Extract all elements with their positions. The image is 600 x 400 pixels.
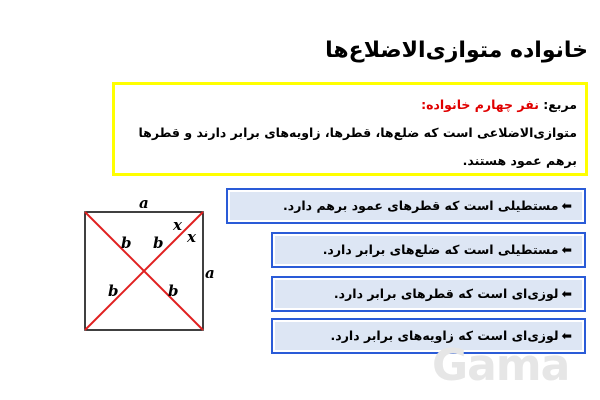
arrow-left-icon: ⬅ — [561, 198, 572, 213]
page-title: خانواده متوازی‌الاضلاع‌ها — [325, 38, 588, 63]
arrow-left-icon: ⬅ — [561, 242, 572, 257]
definition-highlight: نفر چهارم خانواده: — [421, 97, 539, 112]
definition-text: متوازی‌الاضلاعی است که ضلع‌ها، قطرها، زاویه‌های برابر دارند و قطرها برهم عمود هستند. — [138, 125, 577, 168]
label-angle-2: x — [187, 228, 196, 246]
property-text: مستطیلی است که قطرهای عمود برهم دارد. — [283, 198, 559, 213]
property-text: لوزی‌ای است که زاویه‌های برابر دارد. — [330, 328, 559, 343]
property-box-2 — [271, 232, 586, 268]
property-box-1 — [226, 188, 586, 224]
watermark-logo: Gama — [432, 340, 570, 391]
label-seg-br: b — [168, 282, 179, 300]
property-text: لوزی‌ای است که قطرهای برابر دارد. — [333, 286, 559, 301]
definition-heading — [123, 91, 577, 119]
label-angle-1: x — [173, 216, 182, 234]
definition-label: مربع: — [543, 97, 577, 112]
label-side-right: a — [205, 264, 215, 282]
property-text: مستطیلی است که ضلع‌های برابر دارد. — [322, 242, 559, 257]
property-box-3 — [271, 276, 586, 312]
label-seg-bl: b — [108, 282, 119, 300]
square-diagram — [75, 190, 225, 350]
label-seg-tl: b — [121, 234, 132, 252]
label-side-top: a — [139, 194, 149, 212]
arrow-left-icon: ⬅ — [561, 328, 572, 343]
square-figure — [75, 190, 225, 350]
definition-box — [112, 82, 588, 176]
label-seg-tr: b — [153, 234, 164, 252]
arrow-left-icon: ⬅ — [561, 286, 572, 301]
